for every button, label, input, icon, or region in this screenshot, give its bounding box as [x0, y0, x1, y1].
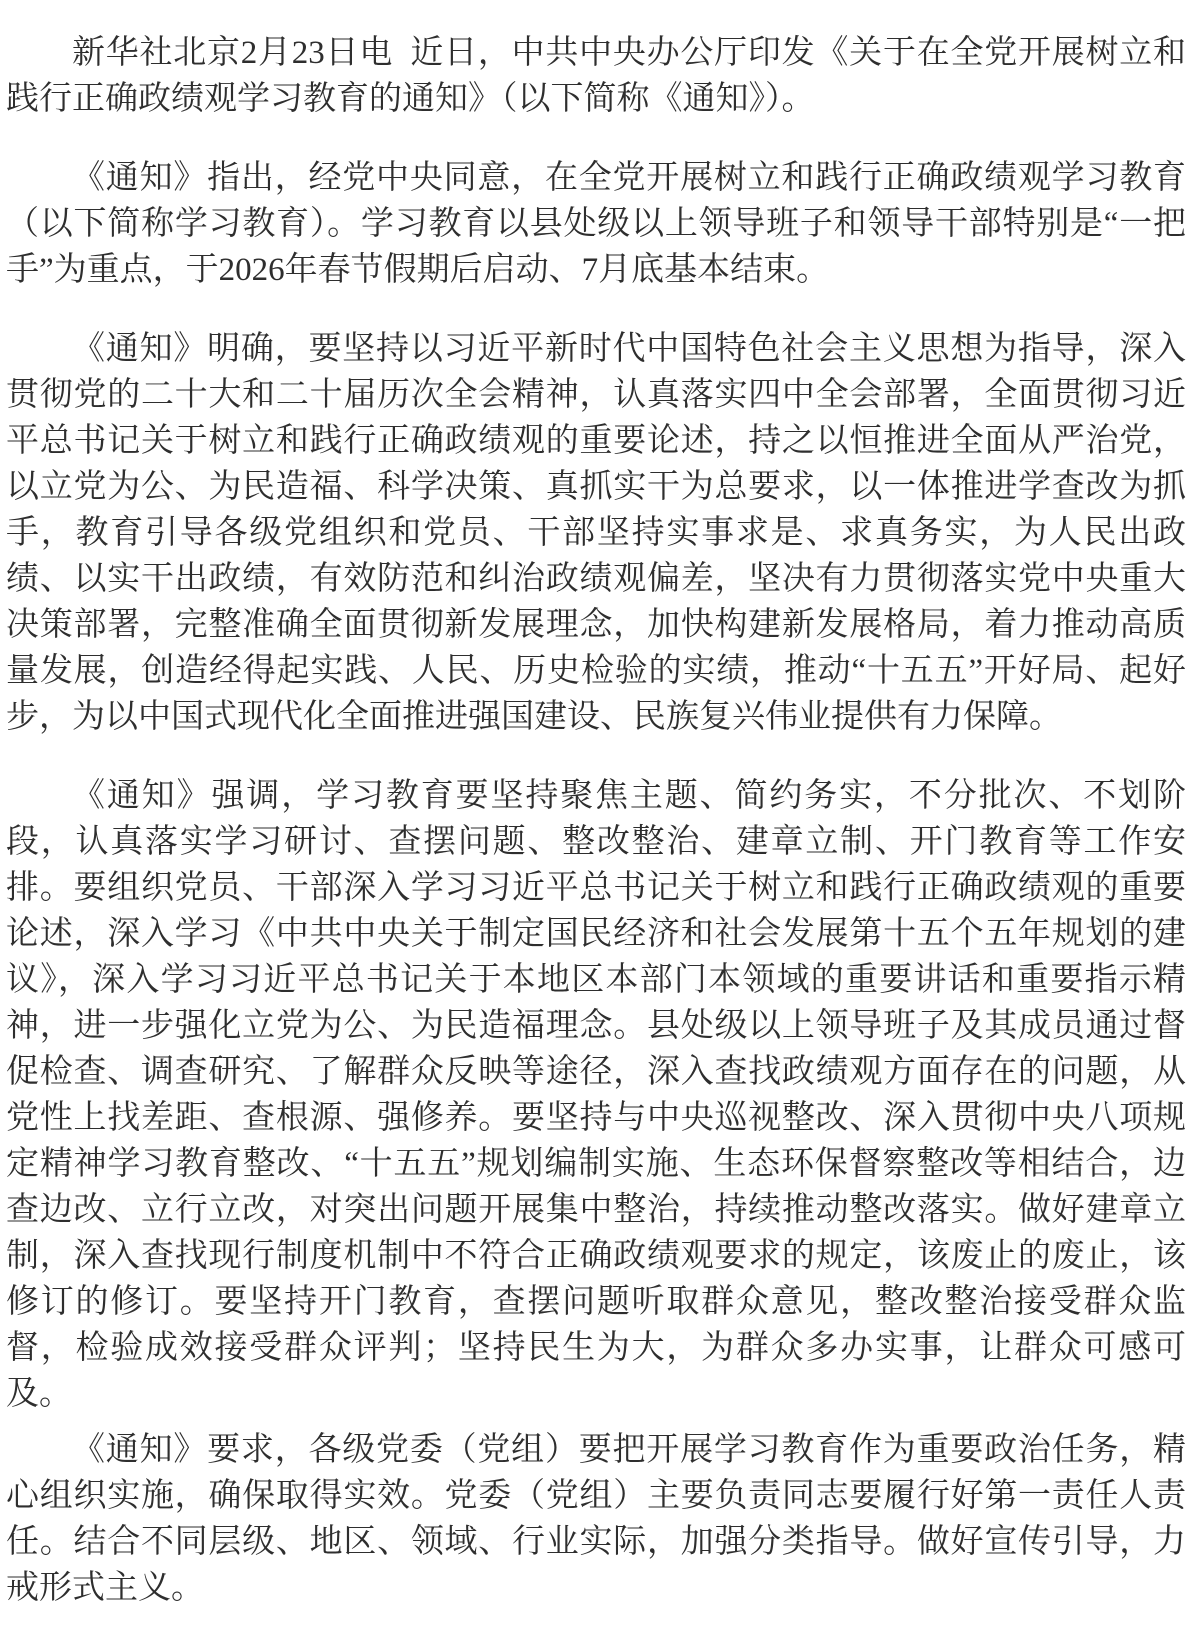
paragraph-notice-clarifies: 《通知》明确，要坚持以习近平新时代中国特色社会主义思想为指导，深入贯彻党的二十大和二十届历次全会精神，认真落实四中全会部署，全面贯彻习近平总书记关于树立和践行正确政绩观的重要论述，持之以恒推进全面从严治党，以立党为公、为民造福、科学决策、真抓实干为总要求，以一体推进学查改为抓手，教育引导各级党组织和党员、干部坚持实事求是、求真务实，为人民出政绩、以实干出政绩，有效防范和纠治政绩观偏差，坚决有力贯彻落实党中央重大决策部署，完整准确全面贯彻新发展理念，加快构建新发展格局，着力推动高质量发展，创造经得起实践、人民、历史检验的实绩，推动“十五五”开好局、起好步，为以中国式现代化全面推进强国建设、民族复兴伟业提供有力保障。 — [6, 331, 1186, 735]
paragraph-dateline: 新华社北京2月23日电 近日，中共中央办公厅印发《关于在全党开展树立和践行正确政绩观学习教育的通知》（以下简称《通知》）。 — [6, 35, 1186, 117]
paragraph-notice-requires: 《通知》要求，各级党委（党组）要把开展学习教育作为重要政治任务，精心组织实施，确保取得实效。党委（党组）主要负责同志要履行好第一责任人责任。结合不同层级、地区、领域、行业实际，加强分类指导。做好宣传引导，力戒形式主义。 — [6, 1432, 1186, 1606]
paragraph-notice-points-out: 《通知》指出，经党中央同意，在全党开展树立和践行正确政绩观学习教育（以下简称学习教育）。学习教育以县处级以上领导班子和领导干部特别是“一把手”为重点，于2026年春节假期后启动、7月底基本结束。 — [6, 160, 1186, 288]
paragraph-notice-emphasizes: 《通知》强调，学习教育要坚持聚焦主题、简约务实，不分批次、不划阶段，认真落实学习研讨、查摆问题、整改整治、建章立制、开门教育等工作安排。要组织党员、干部深入学习习近平总书记关于树立和践行正确政绩观的重要论述，深入学习《中共中央关于制定国民经济和社会发展第十五个五年规划的建议》，深入学习习近平总书记关于本地区本部门本领域的重要讲话和重要指示精神，进一步强化立党为公、为民造福理念。县处级以上领导班子及其成员通过督促检查、调查研究、了解群众反映等途径，深入查找政绩观方面存在的问题，从党性上找差距、查根源、强修养。要坚持与中央巡视整改、深入贯彻中央八项规定精神学习教育整改、“十五五”规划编制实施、生态环保督察整改等相结合，边查边改、立行立改，对突出问题开展集中整治，持续推动整改落实。做好建章立制，深入查找现行制度机制中不符合正确政绩观要求的规定，该废止的废止，该修订的修订。要坚持开门教育，查摆问题听取群众意见，整改整治接受群众监督，检验成效接受群众评判；坚持民生为大，为群众多办实事，让群众可感可及。 — [6, 778, 1186, 1412]
